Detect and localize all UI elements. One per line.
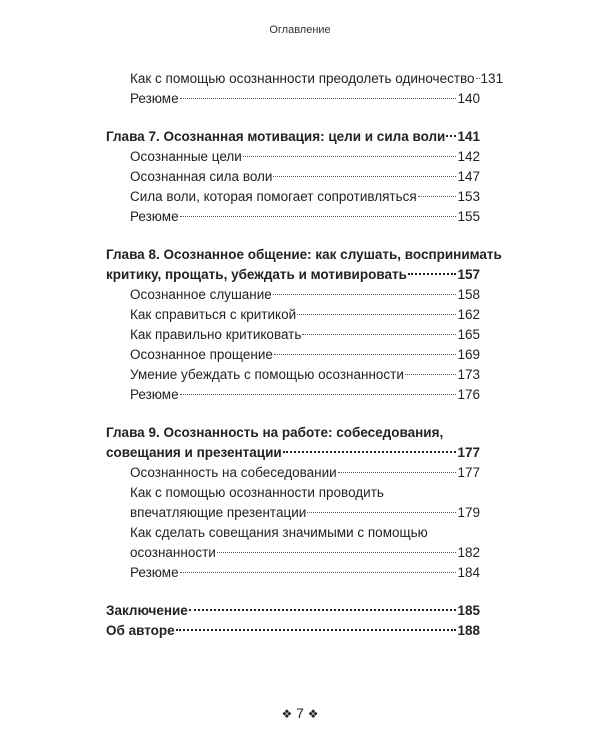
toc-entry-title: Резюме: [130, 387, 179, 402]
toc-entry[interactable]: [106, 503, 480, 523]
toc-entry[interactable]: [106, 305, 480, 325]
leader-dots: [274, 354, 457, 355]
leader-dots: [446, 135, 456, 137]
toc-entry-title: Осознанное прощение: [130, 347, 273, 362]
chapter-page: 141: [457, 129, 480, 144]
chapter-title: совещания и презентации: [106, 445, 282, 460]
toc-entry-page: 162: [457, 307, 480, 322]
leader-dots: [338, 472, 457, 473]
toc-entry[interactable]: [106, 385, 480, 405]
toc-entry-page: 179: [457, 505, 480, 520]
toc-entry-page: 176: [457, 387, 480, 402]
toc-entry[interactable]: [106, 365, 480, 385]
chapter-page: 157: [457, 267, 480, 282]
toc-entry-title: Резюме: [130, 209, 179, 224]
page-number: [0, 705, 600, 721]
toc-chapter-7[interactable]: [106, 127, 480, 147]
leader-dots: [297, 314, 456, 315]
chapter-title-line[interactable]: Глава 9. Осознанность на работе: собеседования,: [106, 425, 444, 440]
chapter-page: 185: [457, 603, 480, 618]
toc-entry[interactable]: [106, 325, 480, 345]
toc-entry[interactable]: [106, 285, 480, 305]
toc-entry-title: Осознанное слушание: [130, 287, 272, 302]
toc-entry[interactable]: [106, 207, 480, 227]
leader-dots: [176, 629, 457, 631]
toc-entry-title: Осознанные цели: [130, 149, 242, 164]
toc-chapter-9[interactable]: [106, 443, 480, 463]
leader-dots: [189, 609, 457, 611]
chapter-page: 188: [457, 623, 480, 638]
toc-entry-title: Резюме: [130, 565, 179, 580]
toc-entry-page: 177: [457, 465, 480, 480]
leader-dots: [408, 273, 457, 275]
leader-dots: [283, 451, 457, 453]
leader-dots: [180, 216, 457, 217]
toc-entry-page: 155: [457, 209, 480, 224]
toc-entry-line[interactable]: Как с помощью осознанности проводить: [130, 485, 384, 500]
leader-dots: [180, 394, 457, 395]
leader-dots: [217, 552, 457, 553]
leader-dots: [302, 334, 456, 335]
ornament-icon: ❖: [307, 707, 319, 721]
toc-entry-title: Умение убеждать с помощью осознанности: [130, 367, 404, 382]
toc-conclusion[interactable]: [106, 601, 480, 621]
chapter-title: Глава 7. Осознанная мотивация: цели и сила воли: [106, 129, 446, 144]
toc-entry-title: Как с помощью осознанности преодолеть одиночество: [130, 71, 475, 86]
toc-entry-page: 131: [480, 71, 504, 86]
leader-dots: [273, 294, 457, 295]
toc-entry-page: 158: [457, 287, 480, 302]
chapter-title: критику, прощать, убеждать и мотивировать: [106, 267, 407, 282]
toc-about-author[interactable]: [106, 621, 480, 641]
toc-entry[interactable]: [106, 463, 480, 483]
toc-entry[interactable]: [106, 345, 480, 365]
page-number-value: 7: [296, 705, 304, 721]
toc-entry[interactable]: [106, 167, 480, 187]
chapter-title: Об авторе: [106, 623, 175, 638]
leader-dots: [180, 572, 457, 573]
toc-entry[interactable]: [106, 543, 480, 563]
toc-entry-title: Как справиться с критикой: [130, 307, 297, 322]
running-head: Оглавление: [269, 24, 331, 36]
toc-entry-page: 142: [457, 149, 480, 164]
toc-entry-title: осознанности: [130, 545, 216, 560]
toc-entry-page: 169: [457, 347, 480, 362]
leader-dots: [180, 98, 457, 99]
toc-entry[interactable]: [106, 187, 480, 207]
toc-entry-page: 147: [457, 169, 480, 184]
toc-entry[interactable]: [106, 563, 480, 583]
toc-entry-title: Как правильно критиковать: [130, 327, 302, 342]
chapter-title-line[interactable]: Глава 8. Осознанное общение: как слушать, воспринимать: [106, 247, 502, 262]
toc-entry-page: 165: [457, 327, 480, 342]
leader-dots: [418, 196, 457, 197]
toc-entry-title: Осознанная сила воли: [130, 169, 273, 184]
toc-entry[interactable]: [106, 69, 504, 89]
toc-entry-title: впечатляющие презентации: [130, 505, 307, 520]
leader-dots: [476, 78, 480, 79]
toc-entry-line[interactable]: Как сделать совещания значимыми с помощью: [130, 525, 428, 540]
toc-entry-page: 153: [457, 189, 480, 204]
toc-entry-title: Сила воли, которая помогает сопротивляться: [130, 189, 417, 204]
toc-entry-page: 173: [457, 367, 480, 382]
chapter-title: Заключение: [106, 603, 188, 618]
leader-dots: [307, 512, 456, 513]
leader-dots: [243, 156, 457, 157]
toc-entry[interactable]: [106, 89, 480, 109]
toc-entry-page: 184: [457, 565, 480, 580]
ornament-icon: ❖: [281, 707, 293, 721]
leader-dots: [273, 176, 456, 177]
toc-entry-page: 140: [457, 91, 480, 106]
toc-chapter-8[interactable]: [106, 265, 480, 285]
toc-entry-title: Резюме: [130, 91, 179, 106]
chapter-page: 177: [457, 445, 480, 460]
leader-dots: [405, 374, 457, 375]
toc-entry[interactable]: [106, 147, 480, 167]
table-of-contents: [106, 69, 504, 641]
toc-entry-page: 182: [457, 545, 480, 560]
toc-entry-title: Осознанность на собеседовании: [130, 465, 337, 480]
